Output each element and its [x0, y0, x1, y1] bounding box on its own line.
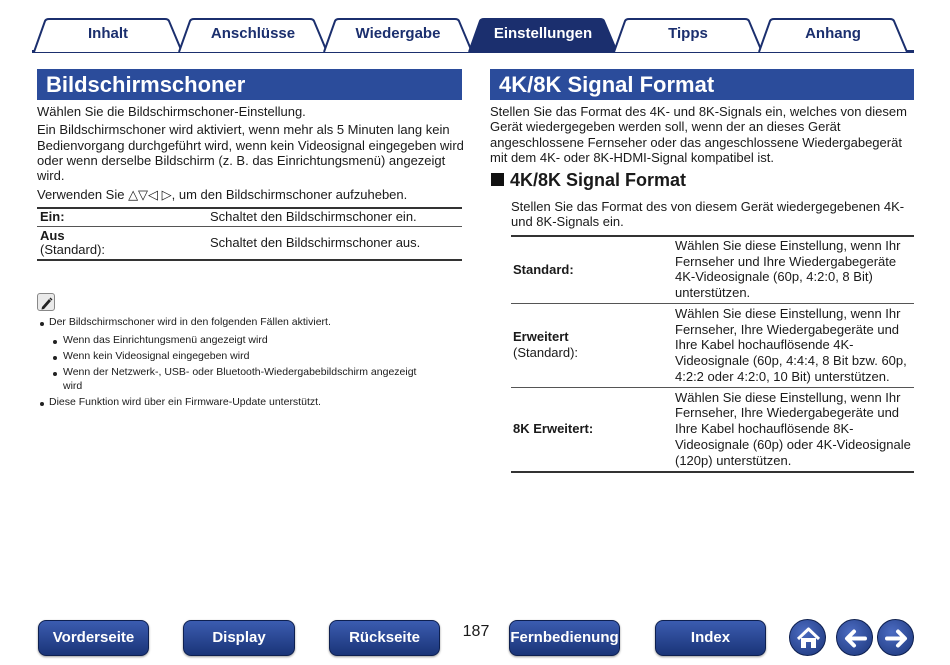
- button-label: Index: [690, 629, 731, 646]
- pencil-note-icon: [37, 293, 55, 311]
- vorderseite-button[interactable]: [38, 620, 149, 656]
- table-top-rule: [511, 235, 914, 237]
- option-description: Wählen Sie diese Einstellung, wenn Ihr: [675, 306, 901, 321]
- bullet-dot: [53, 356, 57, 360]
- table-row-divider: [37, 226, 462, 227]
- option-description: Fernseher und Ihre Wiedergabegeräte: [675, 254, 897, 269]
- tab-bar: [0, 0, 950, 56]
- arrow-left-icon: [837, 620, 874, 657]
- sub-intro-text: und 8K-Signals ein.: [511, 214, 624, 229]
- back-button[interactable]: [836, 619, 873, 656]
- fernbedienung-button[interactable]: [509, 620, 620, 656]
- button-label: Vorderseite: [52, 629, 135, 646]
- option-description: Ihre Kabel hochauflösende 8K-: [675, 421, 854, 436]
- option-name: Standard:: [513, 262, 574, 277]
- intro-text: Ein Bildschirmschoner wird aktiviert, wenn mehr als 5 Minuten lang kein: [37, 122, 450, 137]
- tab-anschluesse[interactable]: [178, 18, 328, 52]
- option-description: Schaltet den Bildschirmschoner ein.: [210, 209, 417, 224]
- note-subitem: Wenn der Netzwerk-, USB- oder Bluetooth-Wiedergabebildschirm angezeigt: [63, 366, 417, 378]
- option-description: Fernseher, Ihre Wiedergabegeräte und: [675, 322, 900, 337]
- option-description: 4:2:2 oder 4:2:0, 10 Bit) unterstützen.: [675, 369, 890, 384]
- intro-text: Stellen Sie das Format des 4K- und 8K-Signals ein, welches von diesem: [490, 104, 907, 119]
- page-number: 187: [462, 623, 490, 640]
- bullet-dot: [40, 402, 44, 406]
- option-name: 8K Erweitert:: [513, 421, 594, 436]
- intro-text: Verwenden Sie △▽◁ ▷, um den Bildschirmschoner aufzuheben.: [37, 187, 408, 202]
- intro-text: Bedienvorgang durchgeführt wird, wenn kein Videosignal eingegeben wird: [37, 138, 464, 153]
- option-description: Ihre Kabel hochauflösende 4K-: [675, 337, 854, 352]
- forward-button[interactable]: [877, 619, 914, 656]
- tab-einstellungen[interactable]: [468, 18, 618, 52]
- display-button[interactable]: [183, 620, 295, 656]
- tab-label: Einstellungen: [493, 25, 593, 42]
- note-subitem: wird: [63, 380, 83, 392]
- option-name: Ein:: [40, 209, 65, 224]
- option-description: 4K-Videosignale (60p, 4:2:0, 8 Bit): [675, 269, 873, 284]
- option-description: unterstützen.: [675, 285, 751, 300]
- option-description: Wählen Sie diese Einstellung, wenn Ihr: [675, 390, 901, 405]
- intro-text: oder wenn derselbe Bildschirm (z. B. das Einrichtungsmenü) angezeigt: [37, 153, 446, 168]
- intro-text: angeschlossene Fernseher oder das angeschlossene Wiedergabegerät: [490, 135, 902, 150]
- option-default-label: (Standard):: [40, 242, 106, 257]
- tab-label: Tipps: [668, 25, 708, 42]
- option-name: Erweitert: [513, 329, 569, 344]
- tab-label: Anschlüsse: [210, 25, 296, 42]
- tab-label: Anhang: [805, 25, 861, 42]
- rueckseite-button[interactable]: [329, 620, 440, 656]
- intro-text: Gerät wiedergegeben werden soll, wenn der an dieses Gerät: [490, 119, 841, 134]
- option-description: Fernseher, Ihre Wiedergabegeräte und: [675, 405, 900, 420]
- note-text: Der Bildschirmschoner wird in den folgenden Fällen aktiviert.: [49, 316, 331, 328]
- table-bottom-rule: [37, 259, 462, 261]
- bullet-dot: [40, 322, 44, 326]
- tab-label: Wiedergabe: [355, 25, 441, 42]
- button-label: Fernbedienung: [510, 629, 619, 646]
- section-heading-bildschirmschoner: Bildschirmschoner: [37, 69, 462, 100]
- tab-label: Inhalt: [88, 25, 128, 42]
- subheading: 4K/8K Signal Format: [510, 170, 687, 190]
- bullet-dot: [53, 372, 57, 376]
- tab-wiedergabe[interactable]: [323, 18, 473, 52]
- intro-text: Wählen Sie die Bildschirmschoner-Einstellung.: [37, 104, 306, 119]
- home-button[interactable]: [789, 619, 826, 656]
- tab-anhang[interactable]: [758, 18, 908, 52]
- arrow-right-icon: [878, 620, 915, 657]
- tab-tipps[interactable]: [613, 18, 763, 52]
- sub-intro-text: Stellen Sie das Format des von diesem Gerät wiedergegebenen 4K-: [511, 199, 905, 214]
- home-icon: [790, 620, 827, 657]
- note-text: Diese Funktion wird über ein Firmware-Update unterstützt.: [49, 396, 321, 408]
- tab-inhalt[interactable]: [33, 18, 183, 52]
- button-label: Display: [212, 629, 266, 646]
- index-button[interactable]: [655, 620, 766, 656]
- section-heading-4k8k: 4K/8K Signal Format: [490, 69, 914, 100]
- option-name: Aus: [40, 228, 65, 243]
- note-subitem: Wenn das Einrichtungsmenü angezeigt wird: [63, 334, 268, 346]
- intro-text: wird.: [37, 168, 65, 183]
- button-label: Rückseite: [349, 629, 420, 646]
- option-description: Wählen Sie diese Einstellung, wenn Ihr: [675, 238, 901, 253]
- intro-text: mit dem 4K- oder 8K-HDMI-Signal kompatibel ist.: [490, 150, 774, 165]
- option-description: (120p) unterstützen.: [675, 453, 792, 468]
- option-description: Videosignale (60p) oder 4K-Videosignale: [675, 437, 911, 452]
- table-row-divider: [511, 387, 914, 388]
- option-description: Schaltet den Bildschirmschoner aus.: [210, 235, 421, 250]
- option-default-label: (Standard):: [513, 345, 579, 360]
- note-subitem: Wenn kein Videosignal eingegeben wird: [63, 350, 250, 362]
- square-bullet-icon: [491, 173, 504, 186]
- table-bottom-rule: [511, 471, 914, 473]
- table-row-divider: [511, 303, 914, 304]
- bullet-dot: [53, 340, 57, 344]
- option-description: Videosignale (60p, 4:4:4, 8 Bit bzw. 60p,: [675, 353, 907, 368]
